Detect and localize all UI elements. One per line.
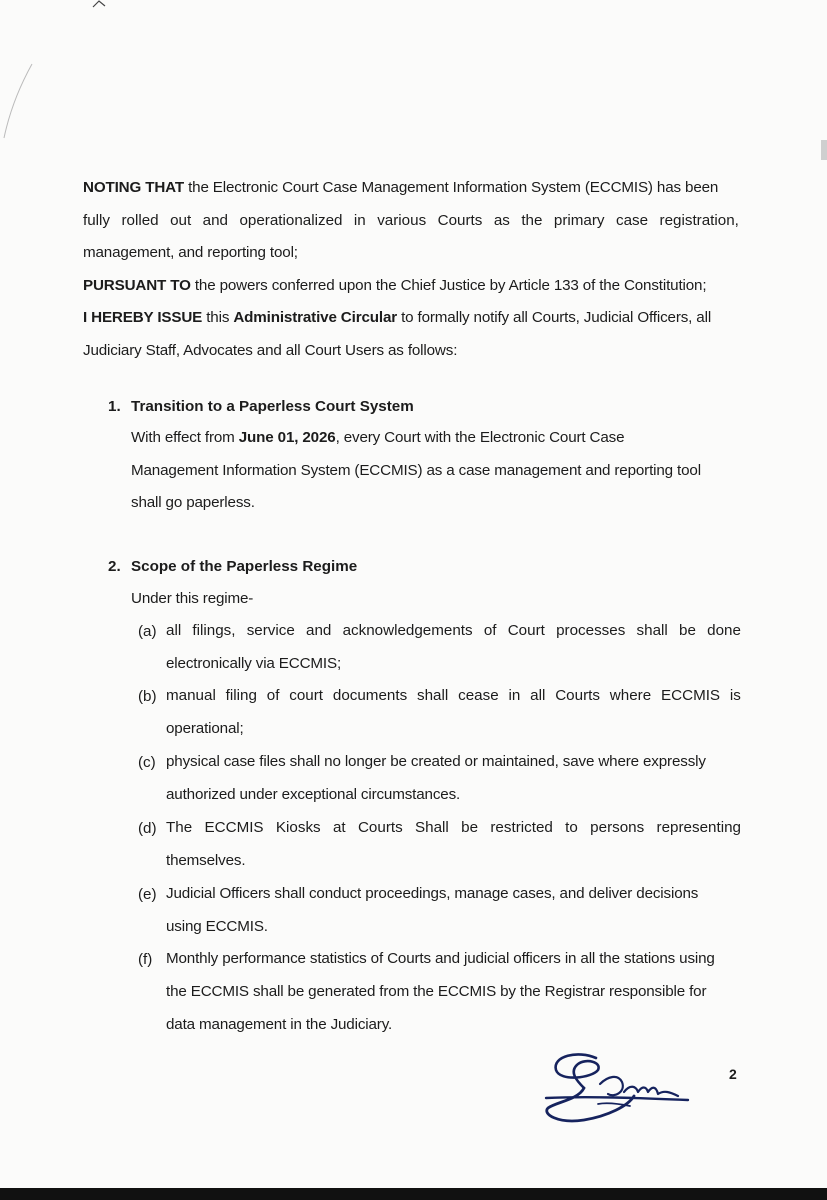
word: processes [556,622,626,639]
word: to [565,819,578,836]
word: all [166,622,182,639]
issue-bold-circular: Administrative Circular [233,309,398,326]
noting-line-3: management, and reporting tool; [83,244,298,261]
item-c-line-1: physical case files shall no longer be created or maintained, save where expressly [166,753,706,770]
issue-text-1: this [202,309,234,326]
word: is [729,687,741,704]
pursuant-bold: PURSUANT TO [83,277,191,294]
word: cease [458,687,499,704]
section-2-heading: Scope of the Paperless Regime [131,558,358,575]
word: operationalized [239,212,343,229]
word: acknowledgements [342,622,473,639]
item-f-line-2: the ECCMIS shall be generated from the ECCMIS by the Registrar responsible for [166,983,707,1000]
word: registration, [659,212,739,229]
word: ECCMIS [661,687,721,704]
word: and [306,622,332,639]
section-1-number: 1. [108,398,121,415]
item-d-line-1 [166,812,741,845]
word: the [521,212,543,229]
section-1-heading: Transition to a Paperless Court System [131,398,414,415]
word: all [530,687,546,704]
word: various [377,212,427,229]
word: rolled [121,212,159,229]
issue-line-2: Judiciary Staff, Advocates and all Court Users as follows: [83,342,458,359]
section-1-date: June 01, 2026 [238,429,336,446]
word: service [246,622,295,639]
word: where [609,687,652,704]
word: ECCMIS [204,819,264,836]
item-e-marker: (e) [138,886,157,903]
item-f-marker: (f) [138,951,153,968]
item-a-line-2: electronically via ECCMIS; [166,655,342,672]
word: shall [636,622,668,639]
word: in [353,212,366,229]
word: Courts [357,819,403,836]
word: Courts [555,687,600,704]
word: done [707,622,741,639]
section-1-l1-pre: With effect from [131,429,239,446]
scan-artifact-stroke [2,60,36,140]
word: documents [332,687,408,704]
word: Courts [437,212,483,229]
word: persons [590,819,645,836]
scan-artifact-mark [92,0,106,8]
word: manual [166,687,216,704]
word: Shall [415,819,449,836]
issue-bold: I HEREBY ISSUE [83,309,203,326]
section-2-intro: Under this regime- [131,590,254,607]
item-d-marker: (d) [138,820,157,837]
issue-text-2: to formally notify all Courts, Judicial Officers, all [397,309,712,326]
scan-bottom-edge [0,1188,827,1200]
item-b-line-1 [166,680,741,713]
word: in [508,687,521,704]
section-1-line-2: Management Information System (ECCMIS) as a case management and reporting tool [131,462,701,479]
word: Kiosks [275,819,321,836]
word: of [483,622,497,639]
word: as [493,212,510,229]
word: and [202,212,228,229]
word: filings, [192,622,236,639]
item-f-line-3: data management in the Judiciary. [166,1016,393,1033]
item-c-line-2: authorized under exceptional circumstances. [166,786,461,803]
pursuant-line [83,270,706,303]
word: be [461,819,479,836]
word: filing [225,687,257,704]
word: Court [507,622,545,639]
word: court [289,687,324,704]
item-f-line-1: Monthly performance statistics of Courts and judicial officers in all the stations using [166,950,715,967]
issue-line-1 [83,302,711,335]
word: representing [656,819,741,836]
pursuant-text: the powers conferred upon the Chief Justice by Article 133 of the Constitution; [190,277,707,294]
item-e-line-2: using ECCMIS. [166,918,268,935]
word: out [170,212,192,229]
noting-line-2 [83,205,739,238]
word: at [332,819,346,836]
section-1-line-3: shall go paperless. [131,494,255,511]
word: The [166,819,193,836]
item-a-marker: (a) [138,623,157,640]
word: of [266,687,280,704]
section-2-number: 2. [108,558,121,575]
word: be [679,622,696,639]
item-b-line-2: operational; [166,720,244,737]
item-a-line-1 [166,615,741,648]
word: case [615,212,649,229]
section-1-l1-post: , every Court with the Electronic Court Case [335,429,625,446]
item-b-marker: (b) [138,688,157,705]
word: restricted [490,819,553,836]
word: primary [553,212,605,229]
item-c-marker: (c) [138,754,156,771]
word: shall [417,687,449,704]
item-e-line-1: Judicial Officers shall conduct proceedings, manage cases, and deliver decisions [166,885,699,902]
signature-image [538,1048,698,1132]
scan-edge-shadow [821,140,827,160]
page-number: 2 [729,1066,737,1082]
word: fully [83,212,111,229]
noting-text: the Electronic Court Case Management Information System (ECCMIS) has been [188,179,719,196]
section-1-line-1 [131,422,624,455]
noting-bold: NOTING THAT [83,179,184,196]
item-d-line-2: themselves. [166,852,246,869]
noting-line-1 [83,172,718,205]
